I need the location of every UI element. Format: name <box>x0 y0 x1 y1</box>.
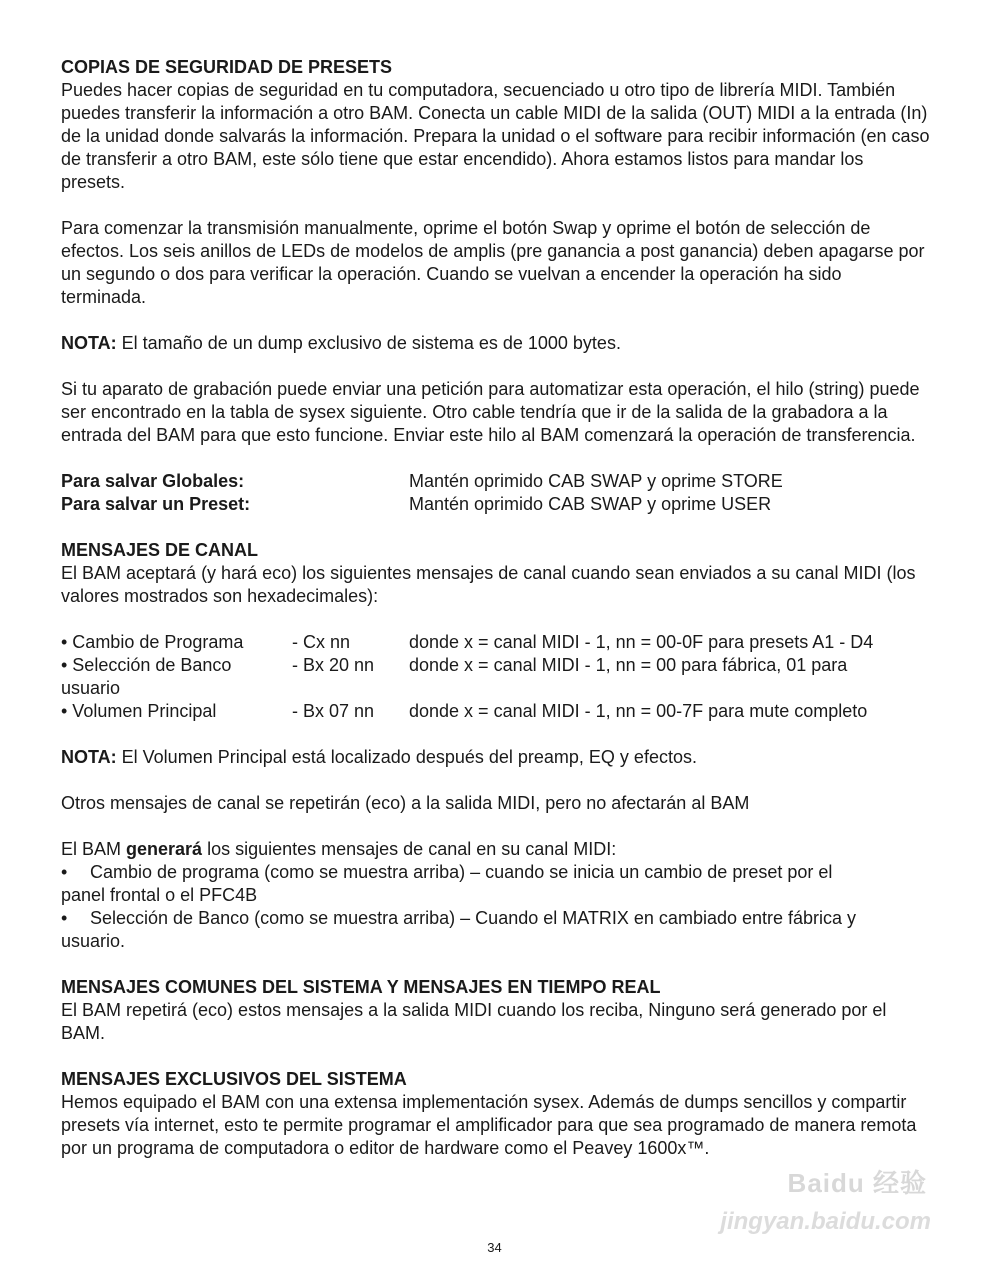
channel-message-table <box>61 631 931 723</box>
bullet-text-continued: panel frontal o el PFC4B <box>61 885 258 905</box>
message-description: donde x = canal MIDI - 1, nn = 00-0F para presets A1 - D4 <box>409 632 874 652</box>
message-code: - Bx 07 nn <box>292 701 375 721</box>
paragraph-automation: Si tu aparato de grabación puede enviar una petición para automatizar esta operación, el hilo (string) puede ser encontrado en la tabla de sysex siguiente. Otro cable tendría que ir de la salida de la grabadora a la entrada del BAM para que esto funcione. Enviar este hilo al BAM comenzará la operación de transferencia. <box>61 379 920 445</box>
section-title-channel-messages: MENSAJES DE CANAL <box>61 540 259 560</box>
bullet-item <box>61 861 931 884</box>
document-page <box>61 56 931 1160</box>
watermark-url: jingyan.baidu.com <box>720 1208 931 1235</box>
paragraph-other-messages: Otros mensajes de canal se repetirán (eco) a la salida MIDI, pero no afectarán al BAM <box>61 793 750 813</box>
paragraph-manual-transmission: Para comenzar la transmisión manualmente, oprime el botón Swap y oprime el botón de selección de efectos. Los seis anillos de LEDs de modelos de amplis (pre ganancia a post ganancia) deben apagarse por un segundo o dos para verificar la operación. Cuando se vuelvan a encender la operación ha sido terminada. <box>61 218 925 307</box>
section-title-backup: COPIAS DE SEGURIDAD DE PRESETS <box>61 57 393 77</box>
paragraph-backup-intro: Puedes hacer copias de seguridad en tu computadora, secuenciado u otro tipo de librería MIDI. También puedes transferir la información a otro BAM. Conecta un cable MIDI de la salida (OUT) MIDI a la entrada (In) de la unidad donde salvarás la información. Prepara la unidad o el software para recibir información (en caso de transferir a otro BAM, este sólo tiene que estar encendido). Ahora estamos listos para mandar los presets. <box>61 80 930 192</box>
channel-message-row <box>61 700 931 723</box>
paragraph-channel-intro: El BAM aceptará (y hará eco) los siguientes mensajes de canal cuando sean enviados a su canal MIDI (los valores mostrados son hexadecimales): <box>61 563 916 606</box>
generated-bold: generará <box>126 839 203 859</box>
save-preset-label: Para salvar un Preset: <box>61 494 251 514</box>
message-description: donde x = canal MIDI - 1, nn = 00 para fábrica, 01 para <box>409 655 848 675</box>
generated-post: los siguientes mensajes de canal en su canal MIDI: <box>202 839 617 859</box>
message-code: - Bx 20 nn <box>292 655 375 675</box>
paragraph-system-common: El BAM repetirá (eco) estos mensajes a la salida MIDI cuando los reciba, Ninguno será generado por el BAM. <box>61 1000 887 1043</box>
watermark-logo: Baidu 经验 <box>787 1168 927 1198</box>
note-label: NOTA: <box>61 333 117 353</box>
paragraph-generated-messages <box>61 838 931 861</box>
message-description: donde x = canal MIDI - 1, nn = 00-7F para mute completo <box>409 701 868 721</box>
page-number: 34 <box>487 1240 502 1255</box>
bullet-text: Selección de Banco (como se muestra arriba) – Cuando el MATRIX en cambiado entre fábrica y <box>90 908 857 928</box>
save-globals-row <box>61 470 931 493</box>
save-globals-label: Para salvar Globales: <box>61 471 245 491</box>
save-preset-text: Mantén oprimido CAB SWAP y oprime USER <box>409 494 772 514</box>
save-globals-text: Mantén oprimido CAB SWAP y oprime STORE <box>409 471 783 491</box>
message-code: - Cx nn <box>292 632 351 652</box>
bullet-icon: • <box>61 908 68 928</box>
channel-message-row <box>61 654 931 677</box>
note-label: NOTA: <box>61 747 117 767</box>
save-preset-row <box>61 493 931 516</box>
note-text: El Volumen Principal está localizado después del preamp, EQ y efectos. <box>116 747 697 767</box>
bullet-text-continued: usuario. <box>61 931 126 951</box>
section-title-sysex: MENSAJES EXCLUSIVOS DEL SISTEMA <box>61 1069 407 1089</box>
channel-message-row <box>61 631 931 654</box>
section-title-system-common: MENSAJES COMUNES DEL SISTEMA Y MENSAJES EN TIEMPO REAL <box>61 977 661 997</box>
generated-pre: El BAM <box>61 839 127 859</box>
paragraph-sysex: Hemos equipado el BAM con una extensa implementación sysex. Además de dumps sencillos y compartir presets vía internet, esto te permite programar el amplificador para que sea programado de manera remota por un programa de computadora o editor de hardware como el Peavey 1600x™. <box>61 1092 917 1158</box>
note-master-volume <box>61 746 931 769</box>
note-text: El tamaño de un dump exclusivo de sistema es de 1000 bytes. <box>116 333 621 353</box>
message-name: • Cambio de Programa <box>61 632 244 652</box>
bullet-item <box>61 907 931 930</box>
bullet-text: Cambio de programa (como se muestra arriba) – cuando se inicia un cambio de preset por el <box>90 862 833 882</box>
message-name: • Selección de Banco <box>61 655 232 675</box>
message-description-continued: usuario <box>61 678 121 698</box>
message-name: • Volumen Principal <box>61 701 217 721</box>
bullet-icon: • <box>61 862 68 882</box>
note-dump-size <box>61 332 931 355</box>
